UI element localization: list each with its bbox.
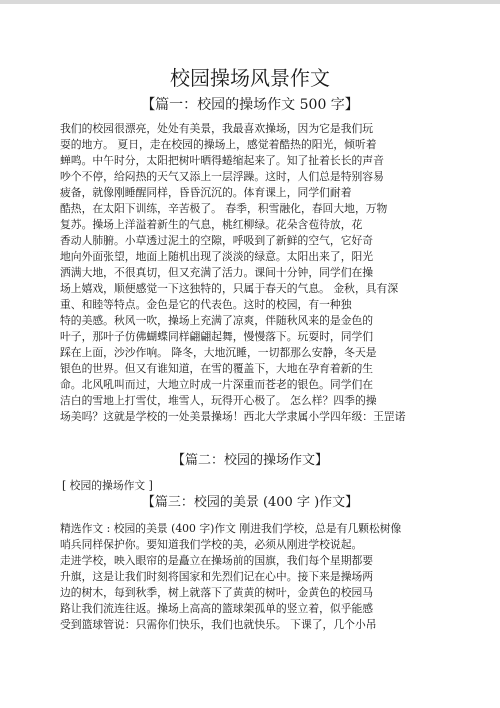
text-line: 我们的校园很漂亮，处处有美景，我最喜欢操场，因为它是我们玩 <box>60 122 374 135</box>
text-line: 特的美感。秋风一吹，操场上充满了凉爽，伴随秋风来的是金色的 <box>60 314 374 327</box>
section-heading-2: 【篇二：校园的操场作文】 <box>171 453 328 468</box>
text-line: 精选作文 : 校园的美景 (400 字)作文 刚进我们学校，总是有几颗松树像 <box>60 522 402 535</box>
text-line: 叶子，那叶子仿佛蝴蝶同样翩翩起舞，慢慢落下。玩耍时，同学们 <box>60 330 374 343</box>
text-line: 地向外面张望，地面上随机出现了淡淡的绿意。太阳出来了，阳光 <box>60 250 374 263</box>
page-top-edge <box>0 0 500 4</box>
text-line: 升旗，这是让我们时刻将国家和先烈们记在心中。接下来是操场两 <box>60 570 374 583</box>
text-line: 银色的世界。但又有谁知道，在雪的覆盖下，大地在孕育着新的生 <box>60 362 374 375</box>
text-line: 踩在上面，沙沙作响。 降冬，大地沉睡，一切都那么安静，冬天是 <box>60 346 377 359</box>
text-line: 复苏。操场上洋溢着新生的气息，桃红柳绿。花朵含苞待放，花 <box>60 218 363 231</box>
section-1-body <box>60 121 440 425</box>
text-line: 洒满大地，不很真切，但又充满了活力。课间十分钟，同学们在操 <box>60 266 374 279</box>
text-line: 命。北风吼叫而过，大地立时成一片深重而苍老的银色。同学们在 <box>60 378 374 391</box>
text-line: 蝉鸣。中午时分，太阳把树叶晒得蜷缩起来了。知了扯着长长的声音 <box>60 154 384 167</box>
text-line: 场美吗？这就是学校的一处美景操场！西北大学隶属小学四年级：王罡诺 <box>60 410 406 423</box>
text-line: 洁白的雪地上打雪仗，堆雪人，玩得开心极了。 怎么样？四季的操 <box>60 394 377 407</box>
section-2-subtitle: [ 校园的操场作文 ] <box>62 479 153 492</box>
text-line: 哨兵同样保护你。要知道我们学校的美，必须从刚进学校说起。 <box>60 538 363 551</box>
text-line: 路让我们流连往返。操场上高高的篮球架孤单的竖立着，似乎能感 <box>60 602 374 615</box>
text-line: 香动人肺腑。小草透过泥土的空隙，呼吸到了新鲜的空气，它好奇 <box>60 234 374 247</box>
section-3-body <box>60 521 440 633</box>
text-line: 重、和睦等特点。金色是它的代表色。这时的校园，有一种独 <box>60 298 352 311</box>
section-heading-3: 【篇三：校园的美景 (400 字 )作文】 <box>141 495 359 510</box>
text-line: 受到篮球管说：只需你们快乐，我们也就快乐。 下课了，几个小吊 <box>60 618 377 631</box>
text-line: 走进学校，映入眼帘的是矗立在操场前的国旗，我们每个星期都要 <box>60 554 374 567</box>
text-line: 酷热，在太阳下训练，辛苦极了。 春季，积雪融化，春回大地，万物 <box>60 202 388 215</box>
text-line: 边的树木，每到秋季，树上就落下了黄黄的树叶，金黄色的校园马 <box>60 586 374 599</box>
text-line: 耍的地方。 夏日，走在校园的操场上，感觉着酷热的阳光，倾听着 <box>60 138 377 151</box>
text-line: 疲备，就像刚睡醒同样，昏昏沉沉的。体育课上，同学们耐着 <box>60 186 352 199</box>
text-line: 场上嬉戏，顺便感觉一下这独特的，只属于春天的气息。 金秋，具有深 <box>60 282 399 295</box>
text-line: 吵个不停，给闷热的天气又添上一层浮躁。这时，人们总是特别容易 <box>60 170 384 183</box>
section-heading-1: 【篇一：校园的操场作文 500 字】 <box>141 97 359 113</box>
document-title: 校园操场风景作文 <box>170 66 330 90</box>
